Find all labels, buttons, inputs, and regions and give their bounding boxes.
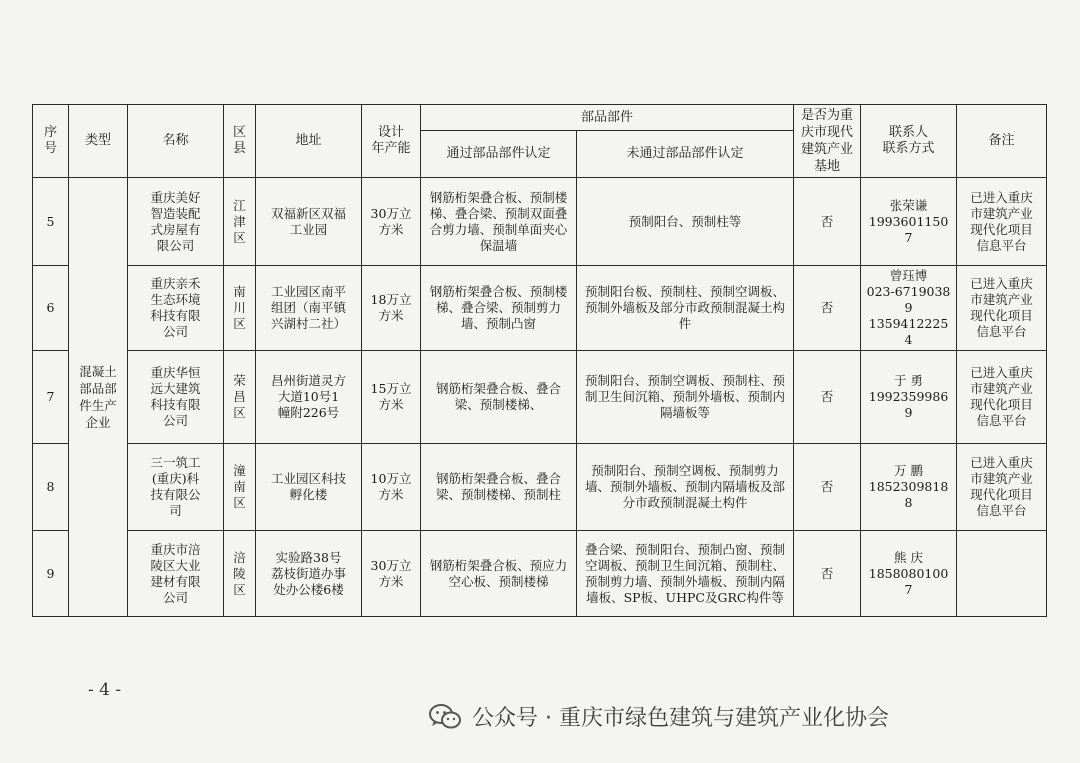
header-type: 类型 bbox=[69, 105, 128, 178]
table-row bbox=[33, 444, 1047, 531]
address-cell: 双福新区双福 工业园 bbox=[256, 178, 362, 266]
base-cell: 否 bbox=[794, 531, 861, 617]
contact-cell: 张荣谦 19936011507 bbox=[861, 178, 957, 266]
capacity-cell: 18万立 方米 bbox=[362, 266, 421, 351]
not-passed-parts-cell: 预制阳台、预制空调板、预制剪力墙、预制外墙板、预制内隔墙板及部分市政预制混凝土构件 bbox=[577, 444, 794, 531]
base-cell: 否 bbox=[794, 351, 861, 444]
header-row-1 bbox=[33, 105, 1047, 131]
header-district: 区 县 bbox=[224, 105, 256, 178]
header-name: 名称 bbox=[128, 105, 224, 178]
not-passed-parts-cell: 预制阳台、预制柱等 bbox=[577, 178, 794, 266]
remark-cell: 已进入重庆 市建筑产业 现代化项目 信息平台 bbox=[957, 351, 1047, 444]
capacity-cell: 10万立 方米 bbox=[362, 444, 421, 531]
base-cell: 否 bbox=[794, 178, 861, 266]
header-not-passed: 未通过部品部件认定 bbox=[577, 131, 794, 178]
passed-parts-cell: 钢筋桁架叠合板、预制楼梯、叠合梁、预制剪力墙、预制凸窗 bbox=[421, 266, 577, 351]
header-contact: 联系人 联系方式 bbox=[861, 105, 957, 178]
company-name: 重庆亲禾 生态环境 科技有限 公司 bbox=[128, 266, 224, 351]
base-cell: 否 bbox=[794, 444, 861, 531]
row-number: 6 bbox=[33, 266, 69, 351]
row-number: 8 bbox=[33, 444, 69, 531]
district-cell: 涪 陵 区 bbox=[224, 531, 256, 617]
passed-parts-cell: 钢筋桁架叠合板、预制楼梯、叠合梁、预制双面叠合剪力墙、预制单面夹心保温墙 bbox=[421, 178, 577, 266]
address-cell: 工业园区南平 组团（南平镇 兴湖村二社） bbox=[256, 266, 362, 351]
capacity-cell: 30万立 方米 bbox=[362, 178, 421, 266]
remark-cell: 已进入重庆 市建筑产业 现代化项目 信息平台 bbox=[957, 178, 1047, 266]
header-remark: 备注 bbox=[957, 105, 1047, 178]
table-row bbox=[33, 351, 1047, 444]
contact-cell: 万 鹏 18523098188 bbox=[861, 444, 957, 531]
watermark-text: 公众号 · 重庆市绿色建筑与建筑产业化协会 bbox=[472, 706, 889, 731]
header-capacity: 设计 年产能 bbox=[362, 105, 421, 178]
not-passed-parts-cell: 预制阳台、预制空调板、预制柱、预制卫生间沉箱、预制外墙板、预制内隔墙板等 bbox=[577, 351, 794, 444]
header-address: 地址 bbox=[256, 105, 362, 178]
capacity-cell: 30万立 方米 bbox=[362, 531, 421, 617]
passed-parts-cell: 钢筋桁架叠合板、叠合梁、预制楼梯、预制柱 bbox=[421, 444, 577, 531]
contact-cell: 于 勇 19923599869 bbox=[861, 351, 957, 444]
passed-parts-cell: 钢筋桁架叠合板、预应力空心板、预制楼梯 bbox=[421, 531, 577, 617]
company-name: 重庆美好 智造装配 式房屋有 限公司 bbox=[128, 178, 224, 266]
company-name: 三一筑工 (重庆)科 技有限公 司 bbox=[128, 444, 224, 531]
district-cell: 南 川 区 bbox=[224, 266, 256, 351]
address-cell: 昌州街道灵方 大道10号1 幢附226号 bbox=[256, 351, 362, 444]
row-number: 9 bbox=[33, 531, 69, 617]
contact-cell: 曾珏博 023-67190389 13594122254 bbox=[861, 266, 957, 351]
remark-cell: 已进入重庆 市建筑产业 现代化项目 信息平台 bbox=[957, 444, 1047, 531]
passed-parts-cell: 钢筋桁架叠合板、叠合梁、预制楼梯、 bbox=[421, 351, 577, 444]
header-parts: 部品部件 bbox=[421, 105, 794, 131]
watermark bbox=[428, 701, 889, 732]
row-number: 7 bbox=[33, 351, 69, 444]
wechat-icon bbox=[428, 703, 462, 731]
header-passed: 通过部品部件认定 bbox=[421, 131, 577, 178]
table-row bbox=[33, 266, 1047, 351]
enterprise-table bbox=[32, 104, 1047, 617]
address-cell: 实验路38号 荔枝街道办事 处办公楼6楼 bbox=[256, 531, 362, 617]
company-name: 重庆华恒 远大建筑 科技有限 公司 bbox=[128, 351, 224, 444]
base-cell: 否 bbox=[794, 266, 861, 351]
table-row bbox=[33, 531, 1047, 617]
company-name: 重庆市涪 陵区大业 建材有限 公司 bbox=[128, 531, 224, 617]
district-cell: 潼 南 区 bbox=[224, 444, 256, 531]
not-passed-parts-cell: 预制阳台板、预制柱、预制空调板、预制外墙板及部分市政预制混凝土构件 bbox=[577, 266, 794, 351]
remark-cell: 已进入重庆 市建筑产业 现代化项目 信息平台 bbox=[957, 266, 1047, 351]
address-cell: 工业园区科技 孵化楼 bbox=[256, 444, 362, 531]
not-passed-parts-cell: 叠合梁、预制阳台、预制凸窗、预制空调板、预制卫生间沉箱、预制柱、预制剪力墙、预制外墙板、预制内隔墙板、SP板、UHPC及GRC构件等 bbox=[577, 531, 794, 617]
contact-cell: 熊 庆 18580801007 bbox=[861, 531, 957, 617]
table-row bbox=[33, 178, 1047, 266]
page-number: - 4 - bbox=[88, 680, 122, 700]
remark-cell bbox=[957, 531, 1047, 617]
header-base: 是否为重 庆市现代 建筑产业 基地 bbox=[794, 105, 861, 178]
category-cell: 混凝土 部品部 件生产 企业 bbox=[69, 178, 128, 617]
district-cell: 江 津 区 bbox=[224, 178, 256, 266]
row-number: 5 bbox=[33, 178, 69, 266]
header-seq: 序 号 bbox=[33, 105, 69, 178]
district-cell: 荣 昌 区 bbox=[224, 351, 256, 444]
capacity-cell: 15万立 方米 bbox=[362, 351, 421, 444]
